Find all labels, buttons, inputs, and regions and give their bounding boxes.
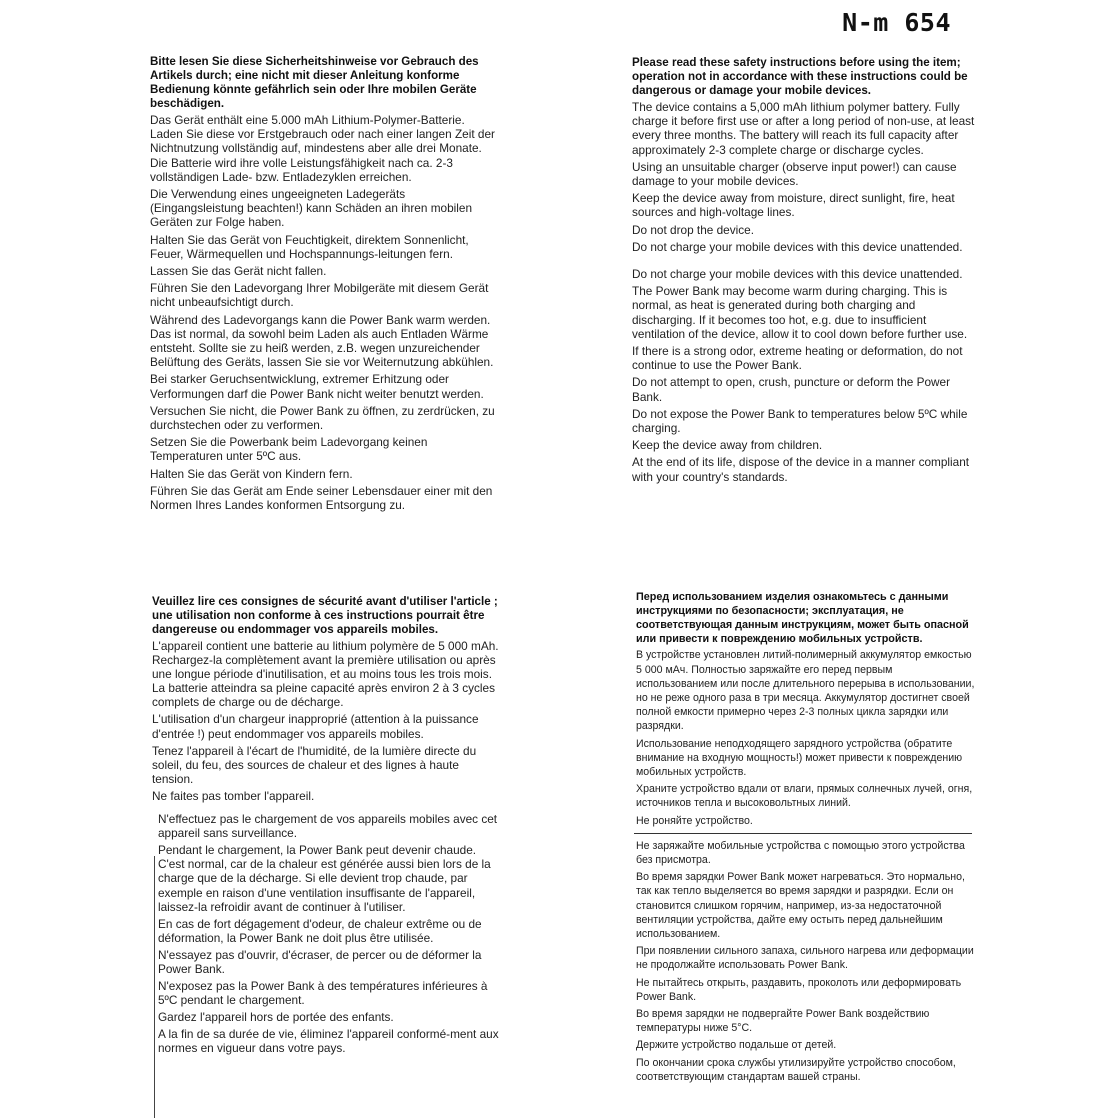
paragraph: Während des Ladevorgangs kann die Power Bank warm werden. Das ist normal, da sowohl beim Laden als auch Entladen Wärme entsteht. Sollte sie zu heiß werden, z.B. wegen unzureichender Belüftung des Geräts, lassen Sie sie vor Weiternutzung abkühlen. — [150, 312, 494, 370]
document-code: N-m 654 — [842, 8, 951, 37]
paragraph: Do not attempt to open, crush, puncture or deform the Power Bank. — [632, 375, 951, 404]
paragraph: Использование неподходящего зарядного устройства (обратите внимание на входную мощность!) может привести к повреждению мобильных устройств. — [636, 737, 963, 778]
english-heading: Please read these safety instructions before using the item; operation not in accordance with these instructions could be dangerous or damage your mobile devices. — [632, 56, 968, 97]
paragraph: N'essayez pas d'ouvrir, d'écraser, de percer ou de déformer la Power Bank. — [158, 947, 482, 976]
paragraph: Bei starker Geruchsentwicklung, extremer Erhitzung oder Verformungen darf die Power Bank nicht weiter benutzt werden. — [150, 372, 484, 401]
russian-instructions — [636, 590, 976, 1087]
paragraph: По окончании срока службы утилизируйте устройство способом, соответствующим стандартам вашей страны. — [636, 1056, 956, 1083]
section-divider — [634, 833, 972, 834]
paragraph: Lassen Sie das Gerät nicht fallen. — [150, 264, 327, 279]
paragraph: В устройстве установлен литий-полимерный аккумулятор емкостью 5 000 мАч. Полностью заряжайте его перед первым использованием или после длительного перерыва в использовании, но не реже одного раза в три месяца. Аккумулятор достигнет своей полной емкости примерно через 2-3 полных цикла зарядки или разрядки. — [636, 649, 975, 733]
paragraph: Versuchen Sie nicht, die Power Bank zu öffnen, zu zerdrücken, zu durchstechen oder zu verformen. — [150, 403, 495, 433]
russian-heading: Перед использованием изделия ознакомьтесь с данными инструкциями по безопасности; эксплуатация, не соответствующая данным инструкциям, может быть опасной или привести к повреждению мобильных устройств. — [636, 591, 969, 646]
paragraph: Führen Sie das Gerät am Ende seiner Lebensdauer einer mit den Normen Ihres Landes konformen Entsorgung zu. — [150, 483, 493, 513]
paragraph: Halten Sie das Gerät von Kindern fern. — [150, 466, 353, 481]
paragraph: Using an unsuitable charger (observe input power!) can cause damage to your mobile devices. — [632, 159, 957, 189]
margin-rule — [154, 856, 155, 1118]
paragraph: Держите устройство подальше от детей. — [636, 1039, 837, 1052]
paragraph: Die Verwendung eines ungeeigneten Ladegeräts (Eingangsleistung beachten!) kann Schäden an ihren mobilen Geräten zur Folge haben. — [150, 187, 473, 230]
french-heading: Veuillez lire ces consignes de sécurité avant d'utiliser l'article ; une utilisation non conforme à ces instructions pourrait être dangereuse ou endommager vos appareils mobiles. — [152, 595, 498, 636]
paragraph: Gardez l'appareil hors de portée des enfants. — [158, 1010, 394, 1025]
paragraph: The device contains a 5,000 mAh lithium polymer battery. Fully charge it before first use or after a long period of non-use, at least every three months. The battery will reach its full capacity after approximately 2-3 complete charge or discharge cycles. — [632, 100, 975, 157]
paragraph: Do not drop the device. — [632, 222, 754, 237]
paragraph: Ne faites pas tomber l'appareil. — [152, 788, 315, 803]
paragraph: Führen Sie den Ladevorgang Ihrer Mobilgeräte mit diesem Gerät nicht unbeaufsichtigt durch. — [150, 281, 489, 310]
paragraph: Keep the device away from moisture, direct sunlight, fire, heat sources and high-voltage lines. — [632, 191, 955, 220]
english-instructions — [632, 56, 977, 487]
paragraph: Не пытайтесь открыть, раздавить, проколоть или деформировать Power Bank. — [636, 976, 962, 1003]
paragraph: Pendant le chargement, la Power Bank peut devenir chaude. C'est normal, car de la chaleur est générée aussi bien lors de la charge que de la décharge. Si elle devient trop chaude, par exemple en raison d'une ventilation insuffisante de l'appareil, laissez-la refroidir avant de continuer à l'utiliser. — [158, 843, 491, 914]
paragraph: Das Gerät enthält eine 5.000 mAh Lithium-Polymer-Batterie. Laden Sie diese vor Erstgebrauch oder nach einer langen Zeit der Nichtnutzung vollständig auf, mindestens aber alle drei Monate. Die Batterie wird ihre volle Leistungsfähigkeit nach ca. 2-3 vollständigen Lade- bzw. Entladezyklen erreichen. — [150, 113, 495, 184]
paragraph: The Power Bank may become warm during charging. This is normal, as heat is generated during both charging and discharging. If it becomes too hot, e.g. due to insufficient ventilation of the device, allow it to cool down before further use. — [632, 284, 968, 341]
paragraph: At the end of its life, dispose of the device in a manner compliant with your country's standards. — [632, 455, 970, 484]
paragraph: Do not expose the Power Bank to temperatures below 5ºC while charging. — [632, 406, 968, 436]
paragraph: Во время зарядки не подвергайте Power Bank воздействию температуры ниже 5°C. — [636, 1008, 930, 1035]
french-instructions — [152, 595, 502, 1059]
paragraph: При появлении сильного запаха, сильного нагрева или деформации не продолжайте использовать Power Bank. — [636, 945, 974, 972]
paragraph: Do not charge your mobile devices with this device unattended. — [632, 267, 963, 282]
paragraph: L'utilisation d'un chargeur inapproprié (attention à la puissance d'entrée !) peut endommager vos appareils mobiles. — [152, 712, 479, 741]
paragraph: Во время зарядки Power Bank может нагреваться. Это нормально, так как тепло выделяется во время зарядки и разрядки. Если он становится слишком горячим, например, из-за недостаточной вентиляции устройства, дайте ему остыть перед дальнейшим использованием. — [636, 871, 965, 941]
paragraph: Halten Sie das Gerät von Feuchtigkeit, direktem Sonnenlicht, Feuer, Wärmequellen und Hochspannungs-leitungen fern. — [150, 232, 469, 261]
paragraph: Не заряжайте мобильные устройства с помощью этого устройства без присмотра. — [636, 839, 965, 867]
paragraph: A la fin de sa durée de vie, éliminez l'appareil conformé-ment aux normes en vigueur dans votre pays. — [158, 1027, 499, 1056]
paragraph: N'exposez pas la Power Bank à des températures inférieures à 5ºC pendant le chargement. — [158, 979, 488, 1008]
paragraph: Do not charge your mobile devices with this device unattended. — [632, 239, 963, 254]
paragraph: Храните устройство вдали от влаги, прямых солнечных лучей, огня, источников тепла и высоковольтных линий. — [636, 783, 973, 810]
paragraph: If there is a strong odor, extreme heating or deformation, do not continue to use the Power Bank. — [632, 344, 963, 373]
paragraph: Keep the device away from children. — [632, 438, 823, 453]
paragraph: En cas de fort dégagement d'odeur, de chaleur extrême ou de déformation, la Power Bank ne doit plus être utilisée. — [158, 916, 482, 945]
paragraph: N'effectuez pas le chargement de vos appareils mobiles avec cet appareil sans surveillance. — [158, 812, 498, 841]
german-instructions — [150, 55, 495, 515]
paragraph-gap — [632, 257, 977, 267]
paragraph: Не роняйте устройство. — [636, 814, 753, 827]
paragraph: Tenez l'appareil à l'écart de l'humidité, de la lumière directe du soleil, du feu, des sources de chaleur et des lignes à haute tension. — [152, 743, 477, 786]
paragraph: Setzen Sie die Powerbank beim Ladevorgang keinen Temperaturen unter 5ºC aus. — [150, 435, 428, 464]
german-heading: Bitte lesen Sie diese Sicherheitshinweise vor Gebrauch des Artikels durch; eine nicht mit dieser Anleitung konforme Bedienung könnte gefährlich sein oder Ihre mobilen Geräte beschädigen. — [150, 55, 479, 110]
paragraph: L'appareil contient une batterie au lithium polymère de 5 000 mAh. Rechargez-la complètement avant la première utilisation ou après une longue période d'inutilisation, et au moins tous les trois mois. La batterie atteindra sa pleine capacité après environ 2 à 3 cycles complets de charge ou de décharge. — [152, 639, 499, 710]
